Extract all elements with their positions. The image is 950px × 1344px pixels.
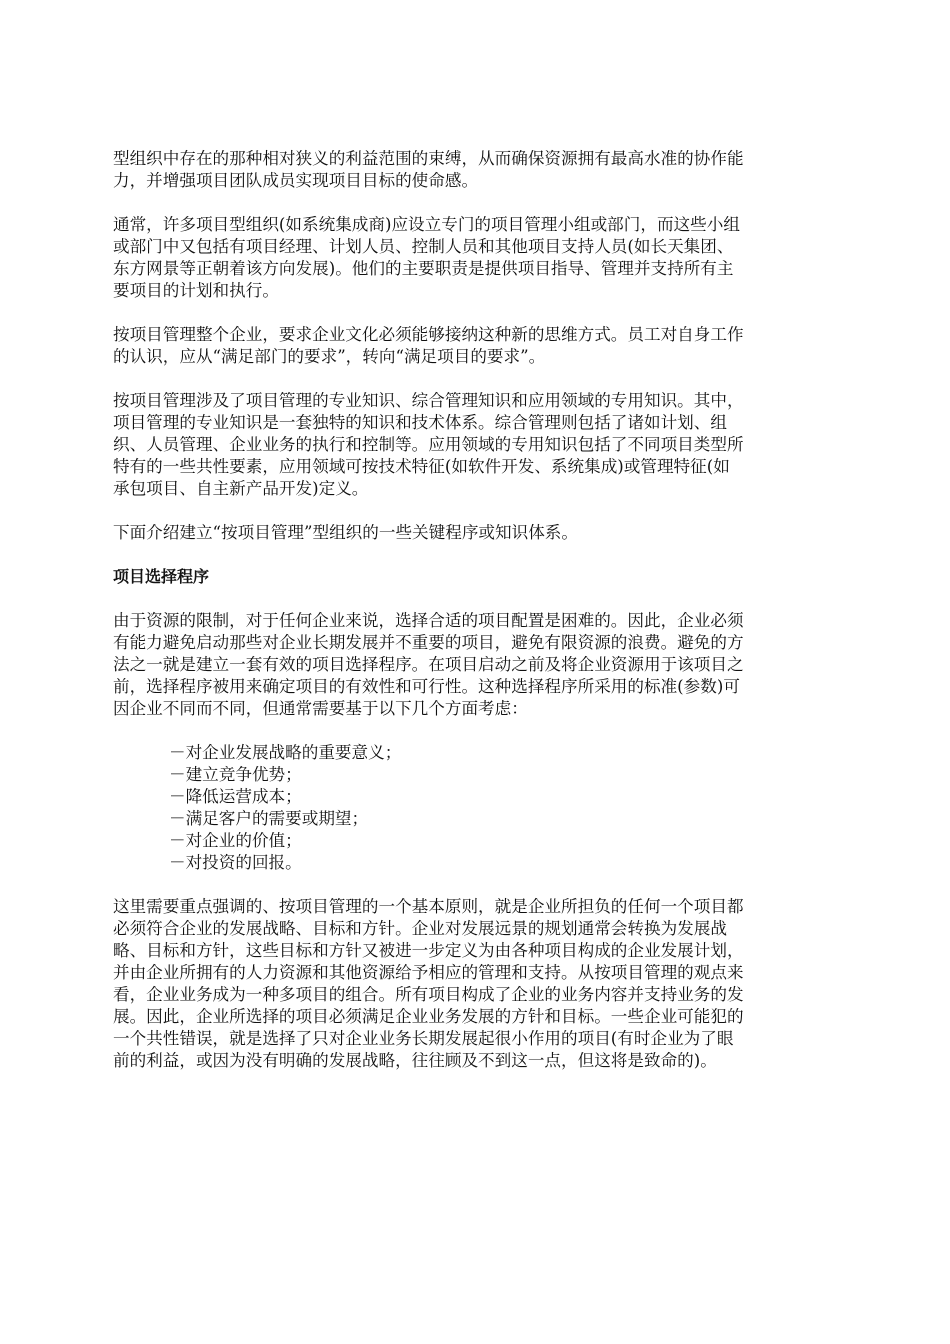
paragraph-strategic-alignment: 这里需要重点强调的、按项目管理的一个基本原则，就是企业所担负的任何一个项目都 必须符合企业的发展战略、目标和方针。企业对发展远景的规划通常会转换为发展战 略、目标和方针，这些目标和方针又被进一步定义为由各种项目构成的企业发展计划， 并由企业所拥有的人力资源和其他资源给予相应的管理和支持。从按项目管理的观点来 看，企业业务成为一种多项目的组合。所有项目构成了企业的业务内容并支持业务的发 展。因此，企业所选择的项目必须满足企业业务发展的方针和目标。一些企业可能犯的 一个共性错误，就是选择了只对企业业务长期发展起很小作用的项目(有时企业为了眼 前的利益，或因为没有明确的发展战略，往往顾及不到这一点，但这将是致命的)。 bbox=[113, 897, 744, 1070]
paragraph-project-management-office: 通常，许多项目型组织(如系统集成商)应设立专门的项目管理小组或部门，而这些小组 或部门中又包括有项目经理、计划人员、控制人员和其他项目支持人员(如长天集团、 东方网景等正朝着该方向发展)。他们的主要职责是提供项目指导、管理并支持所有主 要项目的计划和执行。 bbox=[113, 215, 740, 300]
paragraph-resource-cooperation: 型组织中存在的那种相对狭义的利益范围的束缚，从而确保资源拥有最高水准的协作能 力，并增强项目团队成员实现项目目标的使命感。 bbox=[113, 149, 744, 190]
list-item: －对企业的价值； bbox=[169, 831, 302, 850]
paragraph-introduction-key-procedures: 下面介绍建立“按项目管理”型组织的一些关键程序或知识体系。 bbox=[113, 523, 578, 542]
paragraph-selection-intro: 由于资源的限制，对于任何企业来说，选择合适的项目配置是困难的。因此，企业必须 有能力避免启动那些对企业长期发展并不重要的项目，避免有限资源的浪费。避免的方 法之一就是建立一套有效的项目选择程序。在项目启动之前及将企业资源用于该项目之 前，选择程序被用来确定项目的有效性和可行性。这种选择程序所采用的标准(参数)可 因企业不同而不同，但通常需要基于以下几个方面考虑： bbox=[113, 611, 744, 718]
paragraph-corporate-culture: 按项目管理整个企业，要求企业文化必须能够接纳这种新的思维方式。员工对自身工作 的认识，应从“满足部门的要求”，转向“满足项目的要求”。 bbox=[113, 325, 744, 366]
list-item: －建立竞争优势； bbox=[169, 765, 302, 784]
paragraph-knowledge-areas: 按项目管理涉及了项目管理的专业知识、综合管理知识和应用领域的专用知识。其中， 项目管理的专业知识是一套独特的知识和技术体系。综合管理则包括了诸如计划、组 织、人员管理、企业业务的执行和控制等。应用领域的专用知识包括了不同项目类型所 特有的一些共性要素，应用领域可按技术特征(如软件开发、系统集成)或管理特征(如 承包项目、自主新产品开发)定义。 bbox=[113, 391, 744, 498]
list-item: －满足客户的需要或期望； bbox=[169, 809, 369, 828]
list-item: －对企业发展战略的重要意义； bbox=[169, 743, 402, 762]
selection-criteria-list bbox=[113, 742, 843, 874]
list-item: －降低运营成本； bbox=[169, 787, 302, 806]
list-item: －对投资的回报。 bbox=[169, 853, 302, 872]
section-heading-project-selection: 项目选择程序 bbox=[113, 567, 210, 586]
document-page bbox=[113, 148, 843, 1094]
